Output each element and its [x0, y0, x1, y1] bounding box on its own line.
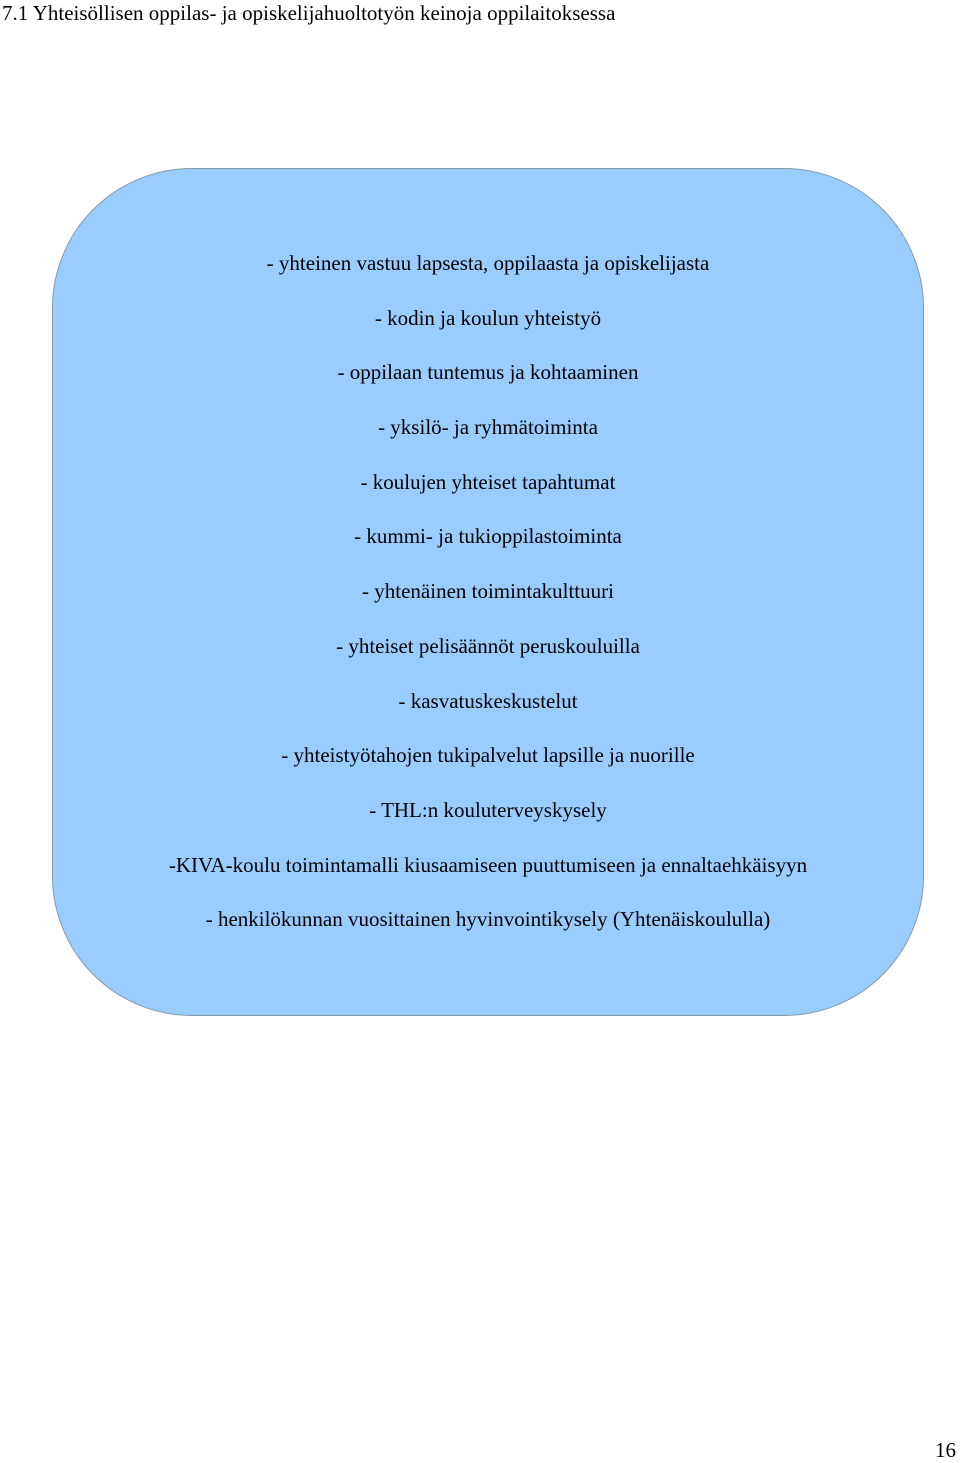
list-item: - kasvatuskeskustelut — [398, 688, 578, 713]
list-item: - koulujen yhteiset tapahtumat — [360, 469, 616, 494]
methods-box — [52, 168, 924, 1016]
list-item: - kummi- ja tukioppilastoiminta — [354, 524, 622, 549]
list-item: - yhteiset pelisäännöt peruskouluilla — [336, 633, 640, 658]
list-item: - kodin ja koulun yhteistyö — [374, 305, 602, 330]
list-item: - yksilö- ja ryhmätoiminta — [378, 415, 598, 440]
page-number: 16 — [935, 1438, 956, 1462]
methods-list — [53, 251, 923, 962]
list-item: - oppilaan tuntemus ja kohtaaminen — [337, 360, 639, 385]
list-item: - THL:n kouluterveyskysely — [369, 797, 607, 822]
section-heading: 7.1 Yhteisöllisen oppilas- ja opiskelijahuoltotyön keinoja oppilaitoksessa — [2, 1, 616, 25]
list-item: - yhteistyötahojen tukipalvelut lapsille ja nuorille — [281, 743, 695, 768]
list-item: - yhtenäinen toimintakulttuuri — [362, 579, 614, 604]
list-item: -KIVA-koulu toimintamalli kiusaamiseen puuttumiseen ja ennaltaehkäisyyn — [168, 852, 808, 877]
list-item: - henkilökunnan vuosittainen hyvinvointikysely (Yhtenäiskoululla) — [205, 907, 771, 932]
list-item: - yhteinen vastuu lapsesta, oppilaasta ja opiskelijasta — [266, 251, 710, 275]
